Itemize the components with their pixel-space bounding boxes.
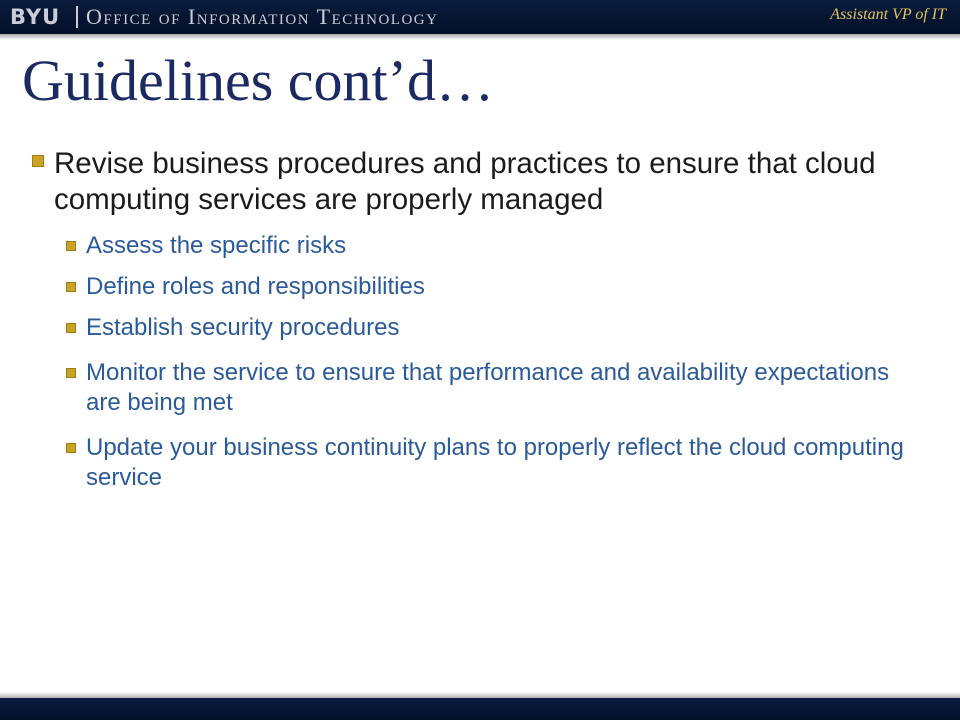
main-bullet-text: Revise business procedures and practices to ensure that cloud computing services are properly managed [54, 147, 876, 216]
sub-bullet [64, 433, 914, 493]
sub-bullet-text: Update your business continuity plans to properly reflect the cloud computing service [86, 434, 904, 491]
sub-bullet-text: Assess the specific risks [86, 232, 347, 259]
main-bullet [34, 146, 934, 218]
byu-logo: BYU [10, 5, 61, 29]
sub-bullet-text: Define roles and responsibilities [86, 273, 425, 300]
square-bullet-icon [66, 443, 76, 453]
footer-bar [0, 698, 960, 720]
sub-bullet [64, 313, 914, 343]
sub-bullet [64, 358, 914, 418]
sub-bullet-text: Monitor the service to ensure that performance and availability expectations are being met [86, 359, 890, 416]
slide-title: Guidelines cont’d… [22, 48, 494, 113]
header-bar [0, 0, 960, 34]
square-bullet-icon [66, 323, 76, 333]
header-shadow [0, 34, 960, 40]
sub-bullet-text: Establish security procedures [86, 314, 400, 341]
square-bullet-icon [66, 368, 76, 378]
role-label: Assistant VP of IT [830, 6, 946, 23]
organization-name: Office of Information Technology [86, 4, 439, 29]
square-bullet-icon [66, 282, 76, 292]
sub-bullet [64, 272, 914, 302]
logo-divider [76, 6, 78, 28]
sub-bullet [64, 231, 914, 261]
square-bullet-icon [32, 155, 44, 167]
square-bullet-icon [66, 241, 76, 251]
